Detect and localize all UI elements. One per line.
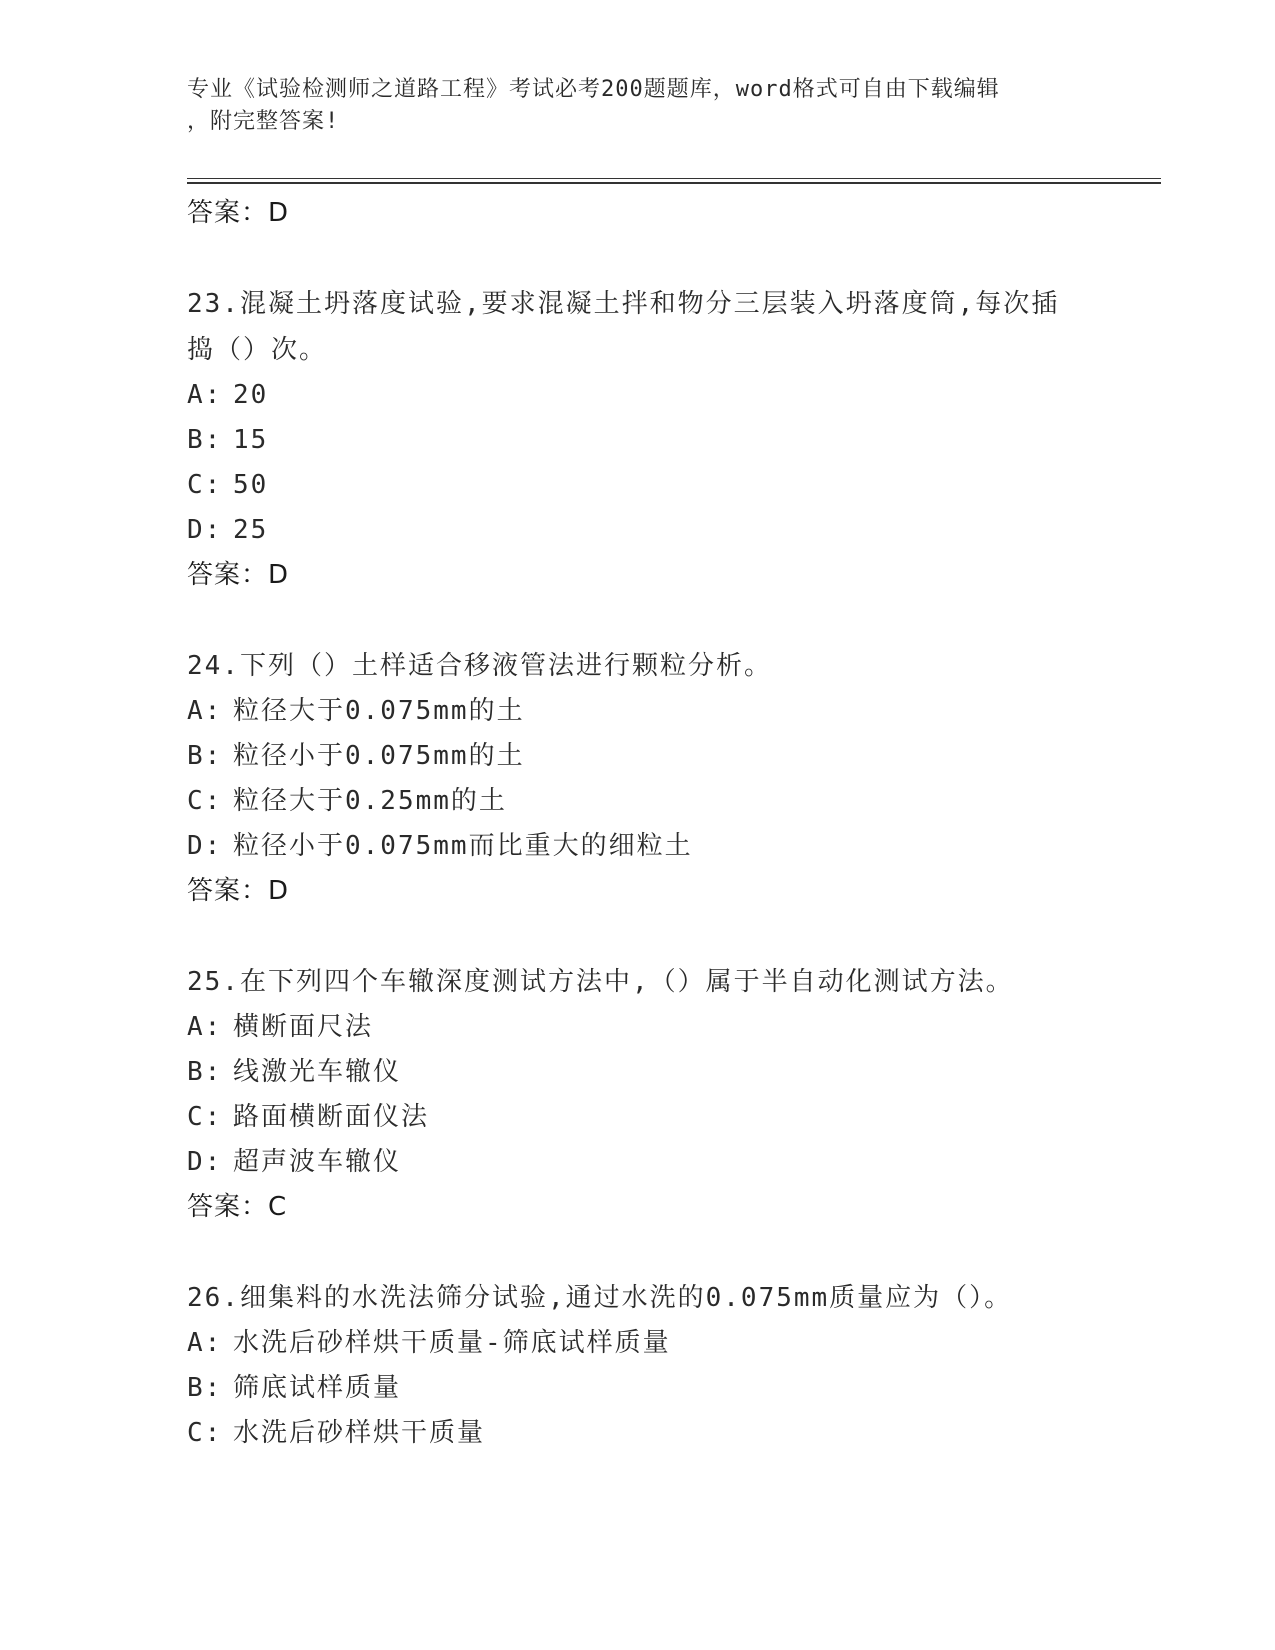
option-letter: B: bbox=[187, 1057, 223, 1087]
option-d bbox=[187, 824, 1117, 869]
spacer bbox=[187, 597, 1117, 643]
option-b bbox=[187, 734, 1117, 779]
question-stem bbox=[187, 1275, 1117, 1321]
option-text: 超声波车辙仪 bbox=[233, 1147, 402, 1177]
question-stem bbox=[187, 959, 1117, 1005]
option-b bbox=[187, 1050, 1117, 1095]
option-letter: C: bbox=[187, 470, 223, 500]
option-letter: C: bbox=[187, 1418, 223, 1448]
question-stem-line: 捣（）次。 bbox=[187, 335, 328, 365]
option-a bbox=[187, 373, 1117, 418]
option-d bbox=[187, 508, 1117, 553]
option-letter: B: bbox=[187, 1373, 223, 1403]
question-list bbox=[187, 191, 1117, 1456]
option-letter: D: bbox=[187, 515, 223, 545]
option-b bbox=[187, 1366, 1117, 1411]
option-letter: B: bbox=[187, 741, 223, 771]
option-letter: A: bbox=[187, 1012, 223, 1042]
spacer bbox=[187, 235, 1117, 281]
question-stem-line: 25.在下列四个车辙深度测试方法中,（）属于半自动化测试方法。 bbox=[187, 967, 1014, 997]
answer-line: 答案：D bbox=[187, 560, 290, 590]
option-d bbox=[187, 1140, 1117, 1185]
option-text: 路面横断面仪法 bbox=[233, 1102, 430, 1132]
option-text: 粒径大于0.075mm的土 bbox=[233, 696, 525, 726]
question-stem-line: 24.下列（）土样适合移液管法进行颗粒分析。 bbox=[187, 651, 772, 681]
option-text: 粒径小于0.075mm的土 bbox=[233, 741, 525, 771]
header-divider-thick bbox=[187, 182, 1161, 184]
option-text: 20 bbox=[233, 380, 269, 410]
spacer bbox=[187, 913, 1117, 959]
option-text: 粒径小于0.075mm而比重大的细粒土 bbox=[233, 831, 693, 861]
question-stem-line: 23.混凝土坍落度试验,要求混凝土拌和物分三层装入坍落度筒,每次插 bbox=[187, 289, 1060, 319]
header-line-2: ，附完整答案! bbox=[187, 109, 340, 134]
answer-line: 答案：D bbox=[187, 198, 290, 228]
document-header bbox=[187, 74, 1087, 138]
answer-line: 答案：D bbox=[187, 876, 290, 906]
option-letter: D: bbox=[187, 831, 223, 861]
option-letter: D: bbox=[187, 1147, 223, 1177]
option-text: 25 bbox=[233, 515, 269, 545]
option-letter: A: bbox=[187, 696, 223, 726]
header-divider-thin bbox=[187, 178, 1161, 179]
option-text: 粒径大于0.25mm的土 bbox=[233, 786, 507, 816]
option-c bbox=[187, 1095, 1117, 1140]
option-c bbox=[187, 463, 1117, 508]
header-line-1: 专业《试验检测师之道路工程》考试必考200题题库，word格式可自由下载编辑 bbox=[187, 77, 1000, 102]
question-stem bbox=[187, 281, 1117, 373]
option-text: 水洗后砂样烘干质量-筛底试样质量 bbox=[233, 1328, 671, 1358]
option-letter: A: bbox=[187, 1328, 223, 1358]
option-a bbox=[187, 689, 1117, 734]
option-text: 15 bbox=[233, 425, 269, 455]
question-stem bbox=[187, 643, 1117, 689]
option-a bbox=[187, 1005, 1117, 1050]
option-text: 筛底试样质量 bbox=[233, 1373, 402, 1403]
answer-line: 答案：C bbox=[187, 1192, 288, 1222]
question-stem-line: 26.细集料的水洗法筛分试验,通过水洗的0.075mm质量应为（）。 bbox=[187, 1283, 1013, 1313]
option-text: 横断面尺法 bbox=[233, 1012, 374, 1042]
option-a bbox=[187, 1321, 1117, 1366]
spacer bbox=[187, 1229, 1117, 1275]
option-c bbox=[187, 1411, 1117, 1456]
option-letter: B: bbox=[187, 425, 223, 455]
option-letter: A: bbox=[187, 380, 223, 410]
option-text: 水洗后砂样烘干质量 bbox=[233, 1418, 486, 1448]
option-b bbox=[187, 418, 1117, 463]
option-c bbox=[187, 779, 1117, 824]
option-text: 线激光车辙仪 bbox=[233, 1057, 402, 1087]
option-text: 50 bbox=[233, 470, 269, 500]
option-letter: C: bbox=[187, 786, 223, 816]
option-letter: C: bbox=[187, 1102, 223, 1132]
